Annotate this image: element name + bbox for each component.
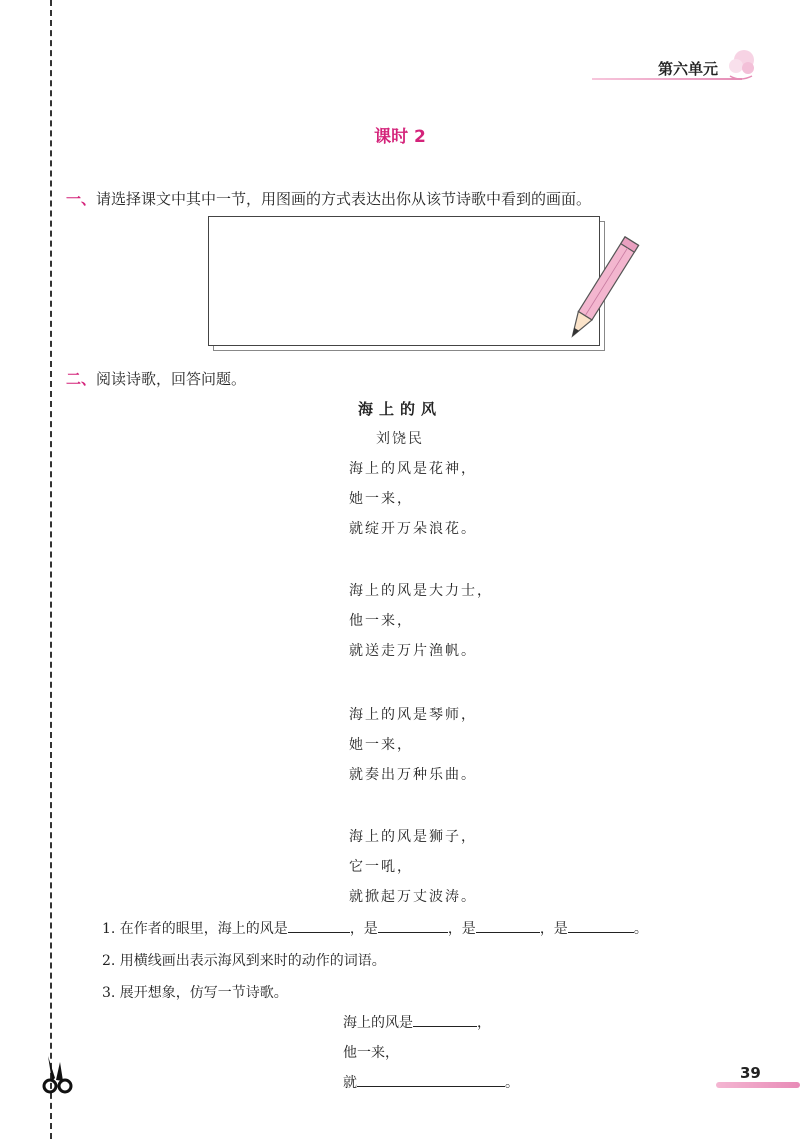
- section-1-text: 请选择课文中其中一节，用图画的方式表达出你从该节诗歌中看到的画面。: [96, 190, 592, 208]
- scissors-icon: [38, 1052, 78, 1096]
- page-number-bar: [716, 1082, 800, 1088]
- flower-icon: [722, 46, 760, 84]
- poem-line: 她一来，: [349, 737, 413, 753]
- section-1-heading: [66, 188, 591, 209]
- section-2-text: 阅读诗歌，回答问题。: [96, 370, 247, 388]
- answer-blank[interactable]: [413, 1012, 477, 1027]
- poem-line: 海上的风是大力士，: [349, 583, 493, 599]
- unit-title: 第六单元: [657, 60, 718, 78]
- answer-blank[interactable]: [476, 918, 540, 933]
- imitation-text: 。: [505, 1075, 519, 1091]
- section-2-heading: [66, 368, 246, 389]
- question-3: 3. 展开想象，仿写一节诗歌。: [102, 985, 288, 1001]
- imitation-text: 就: [343, 1075, 357, 1091]
- poem-line: 海上的风是花神，: [349, 461, 477, 477]
- poem-line: 海上的风是狮子，: [349, 829, 477, 845]
- poem-line: 她一来，: [349, 491, 413, 507]
- poem-line: 就绽开万朵浪花。: [349, 521, 477, 537]
- section-1-number: 一、: [66, 190, 97, 208]
- poem-line: 就奏出万种乐曲。: [349, 767, 477, 783]
- page-number: 39: [740, 1064, 761, 1082]
- poem-line: 海上的风是琴师，: [349, 707, 477, 723]
- poem-line: 就送走万片渔帆。: [349, 643, 477, 659]
- header-divider: [592, 78, 742, 80]
- answer-blank[interactable]: [357, 1072, 505, 1087]
- question-1: [102, 918, 648, 938]
- imitation-text: 海上的风是: [343, 1015, 413, 1031]
- poem-author: 刘饶民: [376, 431, 424, 447]
- question-1-text: 1. 在作者的眼里，海上的风是: [102, 921, 288, 937]
- poem-line: 就掀起万丈波涛。: [349, 889, 477, 905]
- pencil-icon: [560, 232, 640, 352]
- answer-blank[interactable]: [378, 918, 448, 933]
- imitation-line-2: 他一来，: [343, 1045, 399, 1061]
- answer-blank[interactable]: [568, 918, 634, 933]
- question-1-end: 。: [633, 921, 648, 937]
- imitation-line-1: [343, 1012, 491, 1032]
- question-1-sep: ，是: [349, 921, 378, 937]
- poem-line: 他一来，: [349, 613, 413, 629]
- cut-line: [50, 0, 52, 1139]
- answer-blank[interactable]: [288, 918, 350, 933]
- imitation-text: ，: [477, 1015, 491, 1031]
- section-2-number: 二、: [66, 370, 97, 388]
- imitation-line-3: [343, 1072, 519, 1092]
- question-1-sep: ，是: [539, 921, 568, 937]
- poem-line: 它一吼，: [349, 859, 413, 875]
- lesson-title: 课时 2: [374, 127, 426, 147]
- poem-title: 海上的风: [357, 400, 442, 418]
- drawing-box[interactable]: [208, 216, 600, 346]
- question-2: 2. 用横线画出表示海风到来时的动作的词语。: [102, 953, 386, 969]
- question-1-sep: ，是: [447, 921, 476, 937]
